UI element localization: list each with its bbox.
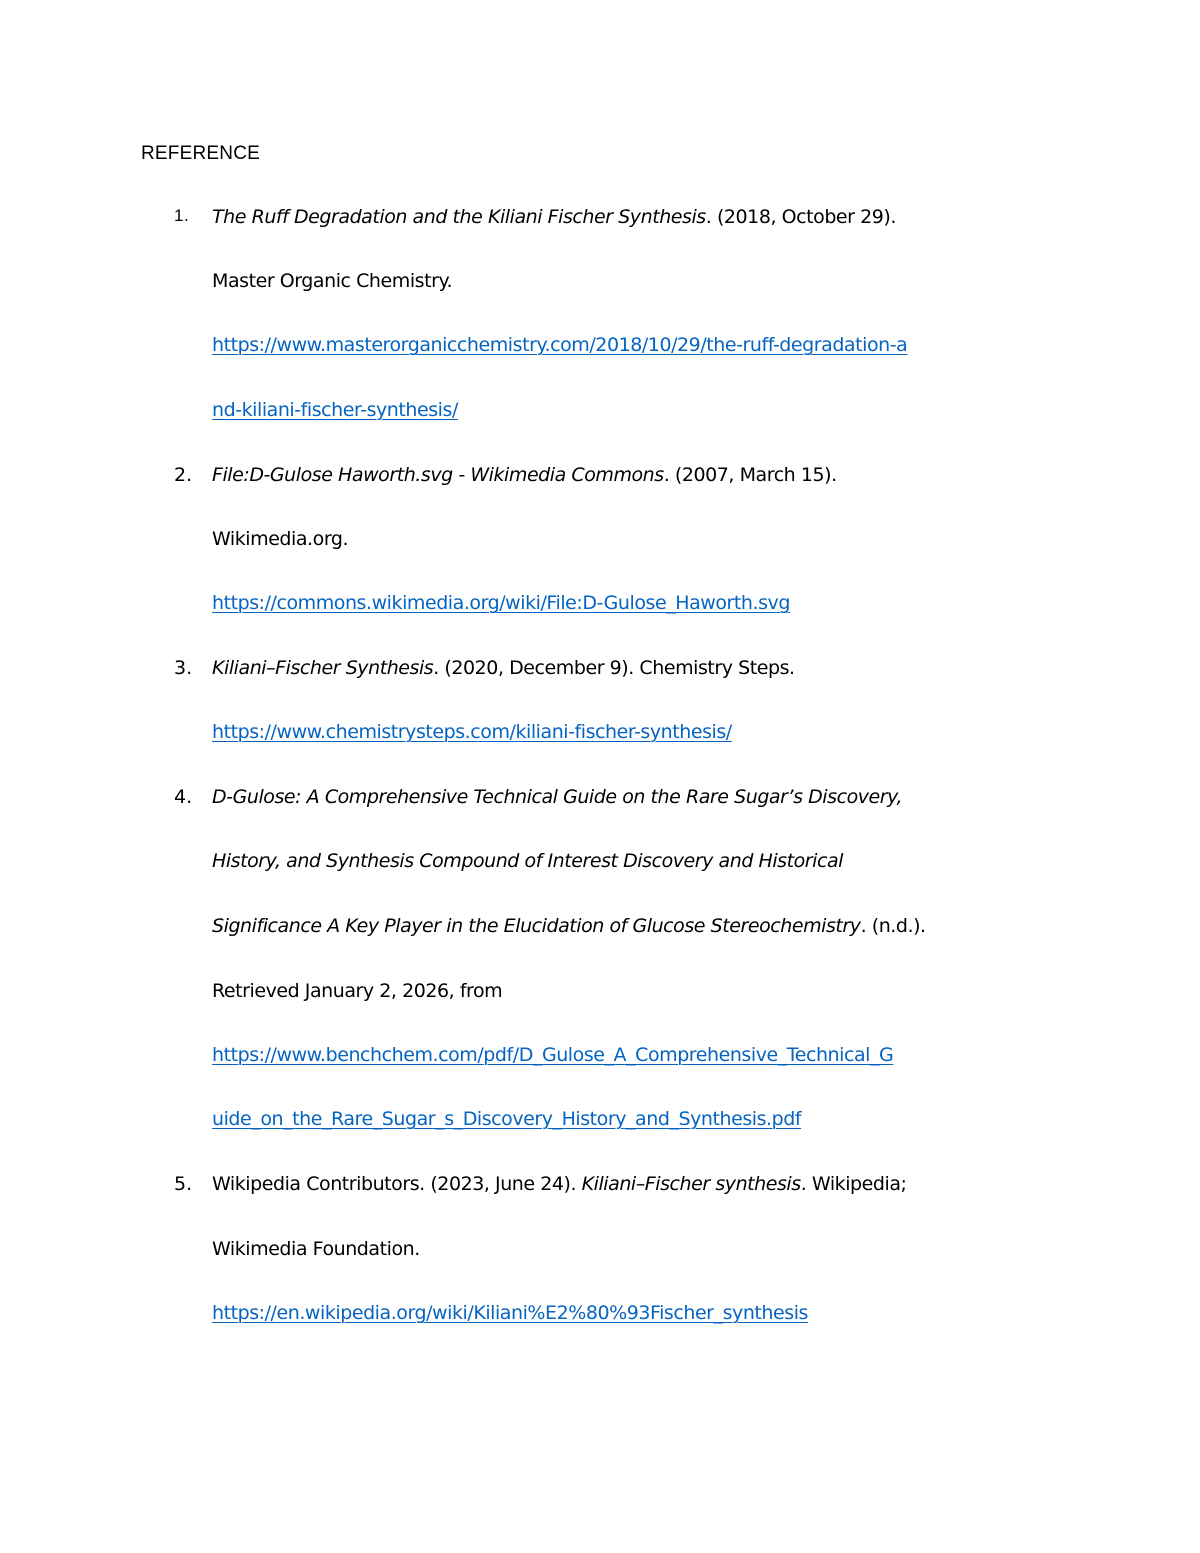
reference-url-line-1[interactable]: https://www.chemistrysteps.com/kiliani-fischer-synthesis/ — [212, 721, 732, 743]
reference-title-line — [212, 655, 795, 681]
reference-date: . (2018, October 29). — [705, 206, 896, 228]
reference-source: Wikimedia Foundation. — [212, 1238, 420, 1260]
reference-title: Kiliani–Fischer Synthesis — [212, 657, 434, 679]
reference-date-source: . (2020, December 9). Chemistry Steps. — [433, 657, 795, 679]
reference-url-line-2[interactable]: uide_on_the_Rare_Sugar_s_Discovery_History_and_Synthesis.pdf — [212, 1108, 802, 1130]
reference-title-line-2: History, and Synthesis Compound of Interest Discovery and Historical — [212, 850, 844, 872]
reference-url-line-1[interactable]: https://commons.wikimedia.org/wiki/File:D-Gulose_Haworth.svg — [212, 592, 790, 614]
reference-url-line-2[interactable]: nd-kiliani-fischer-synthesis/ — [212, 399, 458, 421]
reference-link[interactable] — [212, 1300, 808, 1326]
reference-link[interactable] — [212, 590, 790, 616]
reference-url-line-1[interactable]: https://en.wikipedia.org/wiki/Kiliani%E2%80%93Fischer_synthesis — [212, 1302, 808, 1324]
reference-link[interactable] — [212, 332, 907, 358]
reference-title: The Ruff Degradation and the Kiliani Fischer Synthesis — [212, 206, 706, 228]
reference-url-line-1[interactable]: https://www.benchchem.com/pdf/D_Gulose_A_Comprehensive_Technical_G — [212, 1044, 894, 1066]
reference-title: Kiliani–Fischer synthesis — [581, 1173, 801, 1195]
reference-link[interactable] — [212, 1042, 893, 1068]
reference-number: 3. — [174, 657, 193, 679]
reference-source: Wikimedia.org. — [212, 528, 349, 550]
reference-number: 4. — [174, 786, 193, 808]
reference-date: . (n.d.). — [860, 915, 926, 937]
reference-number: 5. — [174, 1173, 193, 1195]
reference-url-line-1[interactable]: https://www.masterorganicchemistry.com/2018/10/29/the-ruff-degradation-a — [212, 334, 908, 356]
reference-title-line — [212, 913, 926, 939]
reference-retrieved: Retrieved January 2, 2026, from — [212, 980, 503, 1002]
reference-date: . (2007, March 15). — [663, 464, 837, 486]
reference-link-continued[interactable] — [212, 1106, 801, 1132]
reference-number: 2. — [174, 464, 193, 486]
reference-source: Master Organic Chemistry. — [212, 270, 453, 292]
reference-title: File:D-Gulose Haworth.svg - Wikimedia Commons — [212, 464, 664, 486]
reference-title-line-1: D-Gulose: A Comprehensive Technical Guide on the Rare Sugar’s Discovery, — [212, 786, 903, 808]
page-heading: REFERENCE — [141, 143, 260, 164]
reference-title-line — [212, 204, 896, 230]
reference-source-inline: . Wikipedia; — [800, 1173, 907, 1195]
reference-link-continued[interactable] — [212, 397, 458, 423]
reference-title-line — [212, 462, 837, 488]
reference-title-line — [212, 1171, 906, 1197]
reference-title-line-3: Significance A Key Player in the Elucidation of Glucose Stereochemistry — [212, 915, 861, 937]
reference-author: Wikipedia Contributors. (2023, June 24). — [212, 1173, 582, 1195]
reference-number: 1. — [174, 206, 190, 225]
reference-title-line — [212, 784, 902, 810]
reference-link[interactable] — [212, 719, 732, 745]
reference-title-line — [212, 848, 843, 874]
